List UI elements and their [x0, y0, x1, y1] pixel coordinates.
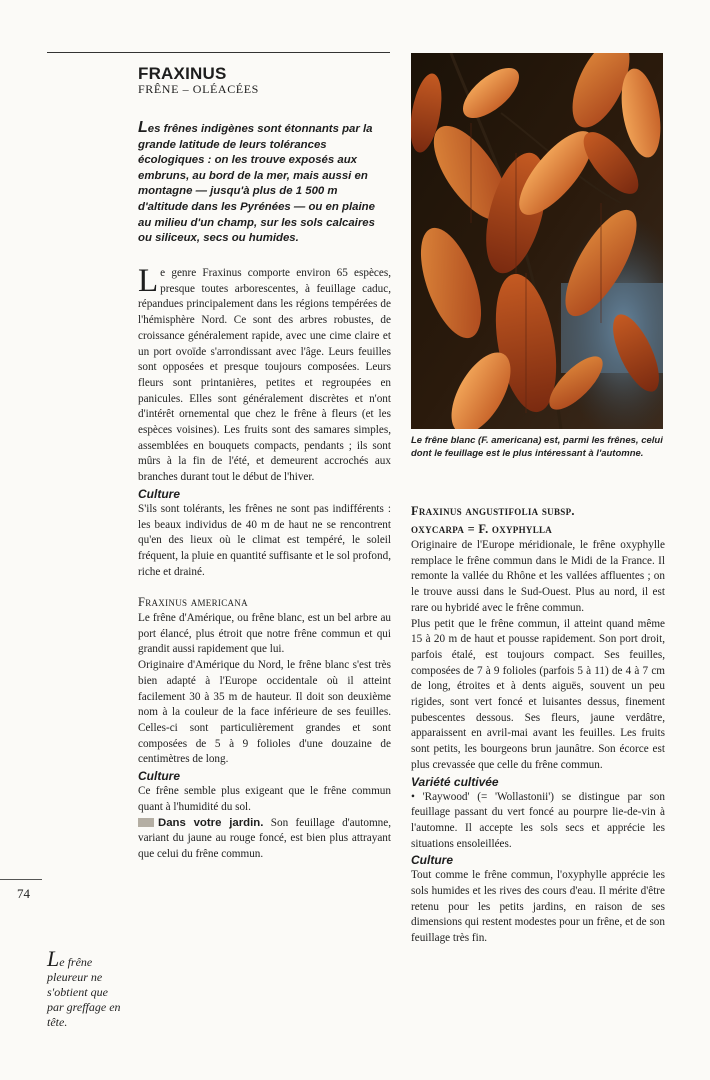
page-title: FRAXINUS	[138, 64, 227, 83]
autumn-leaves-photo	[411, 53, 663, 429]
culture-heading: Culture	[138, 486, 180, 501]
americana-paragraph-1: Le frêne d'Amérique, ou frêne blanc, est un bel arbre au port élancé, plus étroit que notre frêne commun et qui grandit aussi rapidement que lui.	[138, 612, 391, 656]
americana-paragraph-2: Originaire d'Amérique du Nord, le frêne blanc s'est très bien adapté à l'Europe occidentale où il atteint facilement 30 à 35 m de hauteur. Il doit son deuxième nom à la couleur de la face inférieure de ses feuilles. Celles-ci sont particulièrement grandes et sont composées de 5 à 9 folioles d'une douzaine de centimètres de long.	[138, 659, 391, 766]
oxyphylla-culture-heading: Culture	[411, 853, 453, 868]
americana-culture-heading: Culture	[138, 769, 180, 784]
oxyphylla-culture-paragraph: Tout comme le frêne commun, l'oxyphylle apprécie les sols humides et les rives des cours d'eau. Il mérite d'être retenu pour les petits jardins, en raison de ses dimensions qui restent modestes pour un frêne, et de son feuillage très fin.	[411, 869, 665, 945]
garden-paragraph	[138, 816, 391, 863]
genus-paragraph	[138, 263, 391, 486]
photo-caption: Le frêne blanc (F. americana) est, parmi les frênes, celui dont le feuillage est le plus intéressant à l'automne.	[411, 435, 663, 459]
margin-note-text: e frêne pleureur ne s'obtient que par greffage en tête.	[47, 955, 121, 1029]
oxyphylla-heading-line2: oxycarpa = F. oxyphylla	[411, 522, 553, 536]
margin-note-initial: L	[47, 946, 60, 971]
oxyphylla-heading-line1: Fraxinus angustifolia subsp.	[411, 504, 575, 518]
oxyphylla-paragraph-1: Originaire de l'Europe méridionale, le frêne oxyphylle remplace le frêne commun dans le Midi de la France. Il remonte la vallée du Rhône et les vallées affluentes ; on le trouve aussi dans le Sud-Ouest. Plus au nord, il est rare ou hybridé avec le frêne commun.	[411, 539, 665, 614]
page-number: 74	[17, 886, 30, 901]
right-column	[411, 502, 665, 947]
variety-heading: Variété cultivée	[411, 774, 499, 789]
oxyphylla-paragraph-2: Plus petit que le frêne commun, il atteint quand même 15 à 20 m de haut et pousse rapidement. Son port droit, parfois étalé, est toujours compact. Ses feuilles, composées de 7 à 9 folioles (parfois 5 à 11) de 4 à 7 cm de long, étroites et à dents aiguës, souvent un peu rigides, sont vert foncé et luisantes dessus, finement pubescentes dessous. Ses fleurs, jaune verdâtre, apparaissent en avril-mai avant les feuilles. Les fruits sont petits, les bourgeons brun jaunâtre. Son écorce est plus crevassée que celle du frêne commun.	[411, 617, 665, 771]
main-column	[138, 263, 391, 863]
garden-marker	[138, 818, 154, 827]
genus-text: e genre Fraxinus comporte environ 65 espèces, presque toutes arborescentes, à feuillage caduc, répandues principalement dans les régions tempérées de l'hémisphère Nord. Ce sont des arbres robustes, de croissance généralement rapide, avec une cime claire et un port ovoïde s'arrondissant avec l'âge. Leurs feuilles sont opposées et presque toujours composées. Leurs fleurs sont printanières, petites et regroupées en panicules. Elles sont généralement discrètes et n'ont d'intérêt ornemental que chez le frêne à fleurs (et les espèces voisines). Les fruits sont des samares simples, assemblées en bouquets compacts, pendants ; ils sont mûrs à la fin de l'été, et demeurent accrochés aux branches durant tout le début de l'hiver.	[138, 267, 391, 484]
intro-text: es frênes indigènes sont étonnants par la grande latitude de leurs tolérances écologiques : on les trouve exposés aux embruns, au bord de la mer, mais aussi en montagne — jusqu'à plus de 1 500 m d'altitude dans les Pyrénées — ou en plaine au milieu d'un champ, sur les sols calcaires ou siliceux, secs ou humides.	[138, 123, 375, 245]
garden-label: Dans votre jardin.	[158, 816, 264, 829]
margin-note	[47, 946, 127, 1030]
intro-initial: L	[138, 119, 148, 136]
top-rule	[47, 52, 390, 53]
page-subtitle: FRÊNE – OLÉACÉES	[138, 82, 259, 96]
variety-paragraph: • 'Raywood' (= 'Wollastonii') se distingue par son feuillage passant du vert foncé au pourpre lie-de-vin à l'automne. Il accepte les sols secs et apprécie les situations ensoleillées.	[411, 790, 665, 850]
culture-paragraph: S'ils sont tolérants, les frênes ne sont pas indifférents : les beaux individus de 40 m de haut ne se rencontrent qu'en des lieux où le climat est tempéré, le soleil fréquent, la pluie en quantité suffisante et le sol profond, riche et drainé.	[138, 502, 391, 578]
drop-cap: L	[138, 263, 159, 299]
garden-text: Son feuillage d'automne, variant du jaune au rouge foncé, est bien plus attrayant que celui du frêne commun.	[138, 816, 391, 860]
americana-heading: Fraxinus americana	[138, 595, 248, 610]
page-number-rule	[0, 879, 42, 880]
intro-paragraph	[138, 120, 375, 247]
americana-culture-paragraph: Ce frêne semble plus exigeant que le frêne commun quant à l'humidité du sol.	[138, 785, 391, 813]
